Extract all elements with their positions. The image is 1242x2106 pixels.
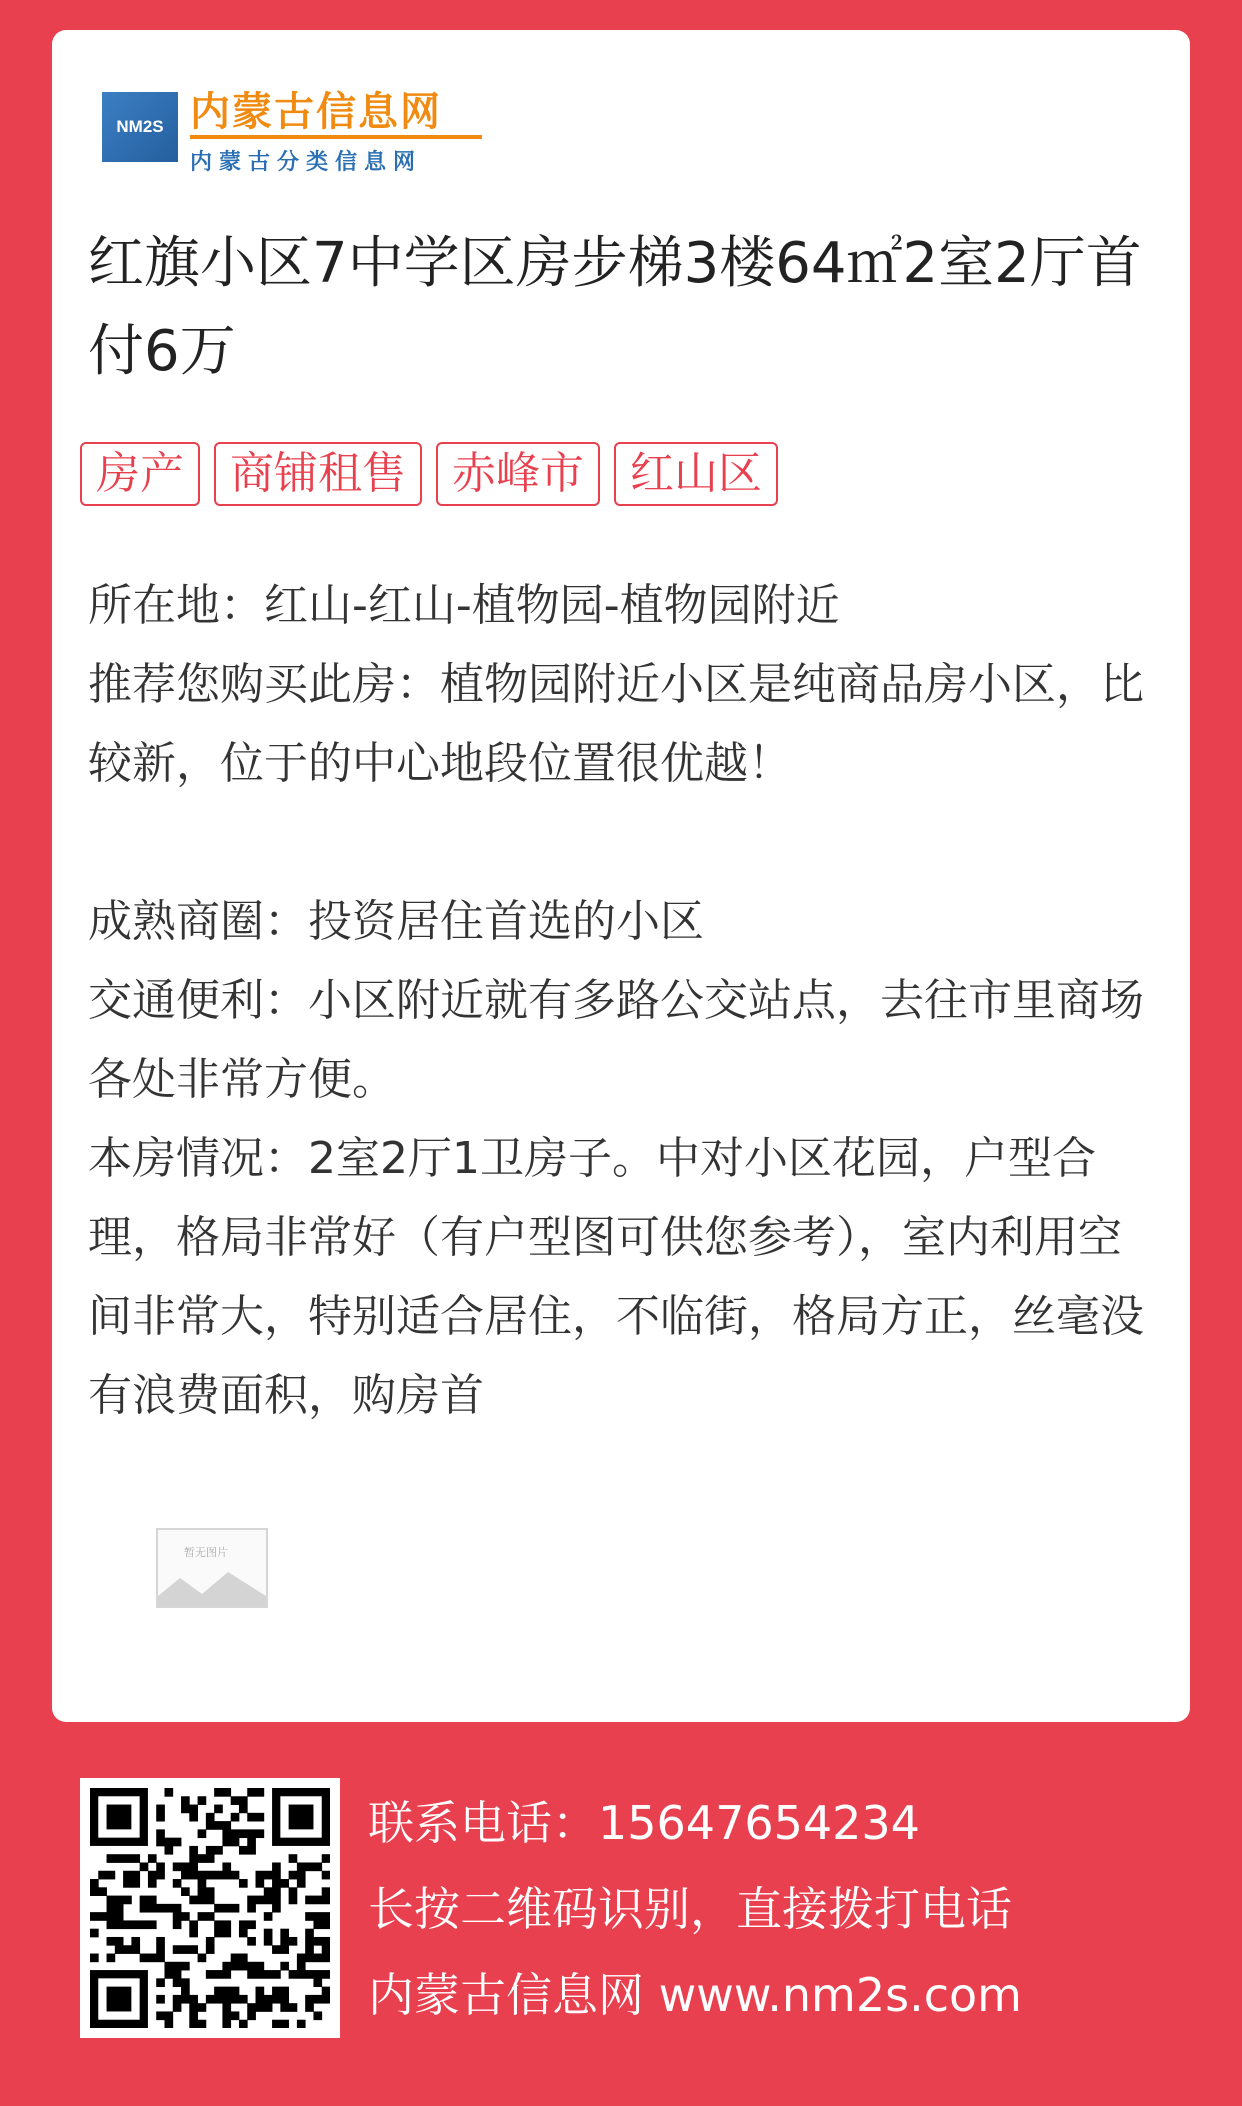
qr-code-icon <box>90 1788 330 2028</box>
qr-hint: 长按二维码识别，直接拨打电话 <box>368 1882 1012 1936</box>
listing-card <box>52 30 1190 1722</box>
listing-description: 所在地：红山-红山-植物园-植物园附近 推荐您购买此房：植物园附近小区是纯商品房小区，比较新，位于的中心地段位置很优越！ 成熟商圈：投资居住首选的小区 交通便利：小区附近就有多路公交站点，去往市里商场各处非常方便。 本房情况：2室2厅1卫房子。中对小区花园，户型合理，格局非常好（有户型图可供您参考），室内利用空间非常大，特别适合居住，不临街，格局方正，丝毫没有浪费面积，购房首 <box>88 580 1144 1421</box>
tag-city[interactable]: 赤峰市 <box>436 442 600 506</box>
tag-category[interactable]: 房产 <box>80 442 200 506</box>
tag-subcategory[interactable]: 商铺租售 <box>214 442 422 506</box>
qr-code[interactable] <box>80 1778 340 2038</box>
tag-district[interactable]: 红山区 <box>614 442 778 506</box>
contact-phone[interactable]: 联系电话：15647654234 <box>368 1796 920 1850</box>
logo-title: 内蒙古信息网 <box>190 89 442 135</box>
mountain-icon <box>158 1566 266 1606</box>
logo-subtitle: 内蒙古分类信息网 <box>190 150 423 175</box>
site-logo[interactable] <box>102 80 522 190</box>
logo-divider <box>190 135 482 139</box>
site-link[interactable]: 内蒙古信息网 www.nm2s.com <box>368 1968 1022 2022</box>
placeholder-text: 暂无图片 <box>184 1546 228 1559</box>
logo-mark: NM2S <box>102 92 178 162</box>
tag-list <box>80 442 778 506</box>
footer-contact <box>368 1780 1022 2038</box>
no-image-placeholder <box>156 1528 268 1608</box>
listing-title: 红旗小区7中学区房步梯3楼64㎡2室2厅首付6万 <box>88 231 1142 384</box>
